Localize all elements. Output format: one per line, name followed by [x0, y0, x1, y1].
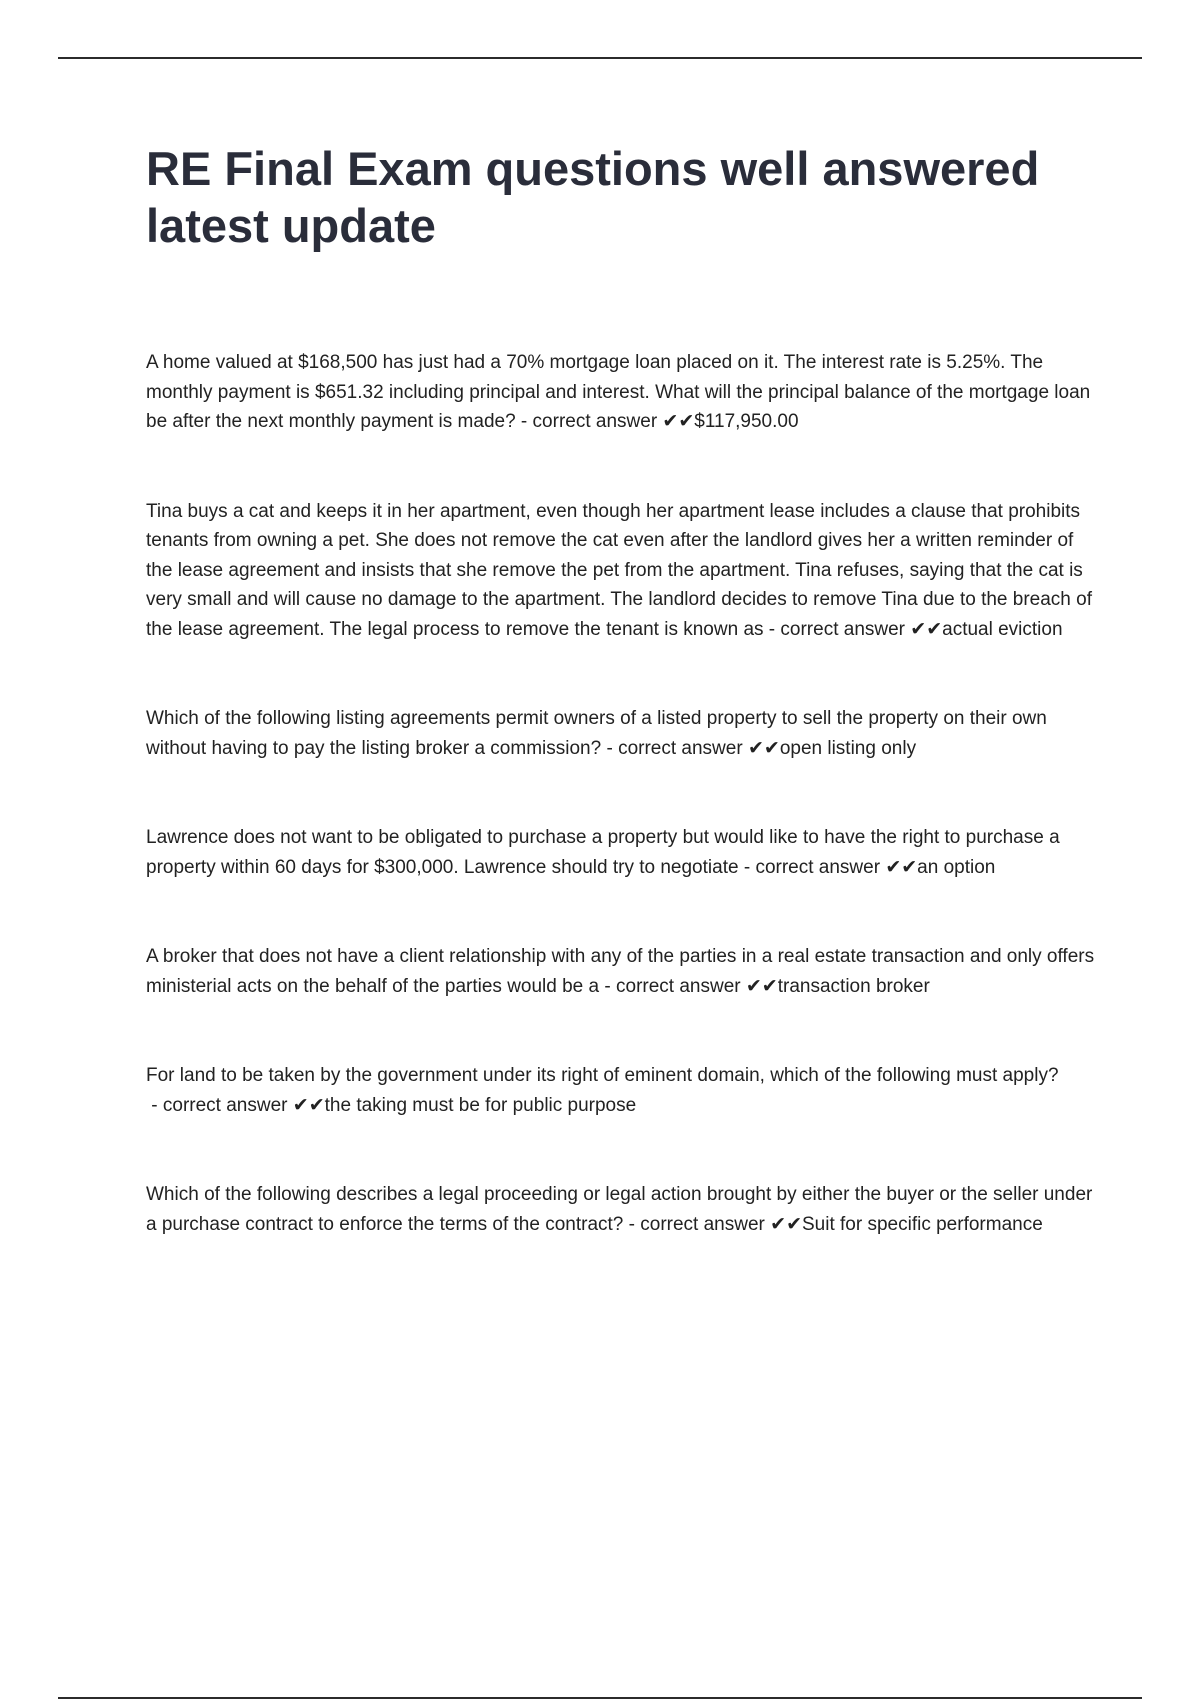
qa-item: [146, 704, 1096, 763]
top-rule: [58, 57, 1142, 59]
bottom-rule: [58, 1697, 1142, 1699]
separator: -: [601, 737, 619, 759]
document-page: [146, 140, 1096, 1299]
question-text: For land to be taken by the government under its right of eminent domain, which of the following must apply?: [146, 1065, 1059, 1086]
answer-text: actual eviction: [942, 618, 1063, 640]
qa-item: [146, 942, 1096, 1001]
separator: -: [763, 618, 781, 640]
check-marks-icon: ✔✔: [905, 618, 943, 640]
answer-label: correct answer: [618, 737, 743, 759]
separator: -: [599, 975, 616, 997]
separator: -: [146, 1094, 163, 1116]
answer-text: transaction broker: [777, 975, 930, 997]
answer-label: correct answer: [780, 618, 906, 640]
separator: -: [515, 411, 533, 432]
answer-text: an option: [917, 856, 996, 878]
answer-label: correct answer: [532, 411, 658, 432]
answer-text: $117,950.00: [694, 411, 799, 432]
answer-label: correct answer: [755, 856, 881, 878]
check-marks-icon: ✔✔: [287, 1094, 325, 1116]
answer-label: correct answer: [616, 975, 741, 997]
check-marks-icon: ✔✔: [880, 856, 918, 878]
qa-list: [146, 348, 1096, 1239]
separator: -: [738, 856, 756, 878]
check-marks-icon: ✔✔: [764, 1213, 802, 1235]
answer-text: Suit for specific performance: [802, 1213, 1043, 1235]
qa-item: [146, 348, 1096, 437]
qa-item: [146, 1180, 1096, 1239]
answer-text: open listing only: [779, 737, 917, 759]
question-text: Which of the following describes a legal proceeding or legal action brought by either the buyer or the seller under a purchase contract to enforce the terms of the contract?: [146, 1184, 1093, 1235]
question-text: A broker that does not have a client relationship with any of the parties in a real estate transaction and only offers ministerial acts on the behalf of the parties would be a: [146, 946, 1095, 997]
question-text: Which of the following listing agreements permit owners of a listed property to sell the property on their own without having to pay the listing broker a commission?: [146, 708, 1047, 759]
check-marks-icon: ✔✔: [740, 975, 778, 997]
answer-text: the taking must be for public purpose: [324, 1094, 637, 1116]
document-title: RE Final Exam questions well answered latest update: [146, 142, 1040, 252]
qa-item: [146, 497, 1096, 645]
question-text: A home valued at $168,500 has just had a 70% mortgage loan placed on it. The interest rate is 5.25%. The monthly payment is $651.32 including principal and interest. What will the principal balance of the mortgage loan be after the next monthly payment is made?: [146, 352, 1091, 432]
question-text: Lawrence does not want to be obligated to purchase a property but would like to have the right to purchase a property within 60 days for $300,000. Lawrence should try to negotiate: [146, 827, 1060, 878]
qa-item: [146, 823, 1096, 882]
qa-item: [146, 1061, 1096, 1120]
separator: -: [623, 1213, 641, 1235]
answer-label: correct answer: [162, 1094, 288, 1116]
answer-label: correct answer: [640, 1213, 765, 1235]
check-marks-icon: ✔✔: [742, 737, 780, 759]
check-marks-icon: ✔✔: [657, 411, 695, 432]
question-text: Tina buys a cat and keeps it in her apartment, even though her apartment lease includes a clause that prohibits tenants from owning a pet. She does not remove the cat even after the landlord gives her a written reminder of the lease agreement and insists that she remove the pet from the apartment. Tina refuses, saying that the cat is very small and will cause no damage to the apartment. The landlord decides to remove Tina due to the breach of the lease agreement. The legal process to remove the tenant is known as: [146, 500, 1092, 640]
